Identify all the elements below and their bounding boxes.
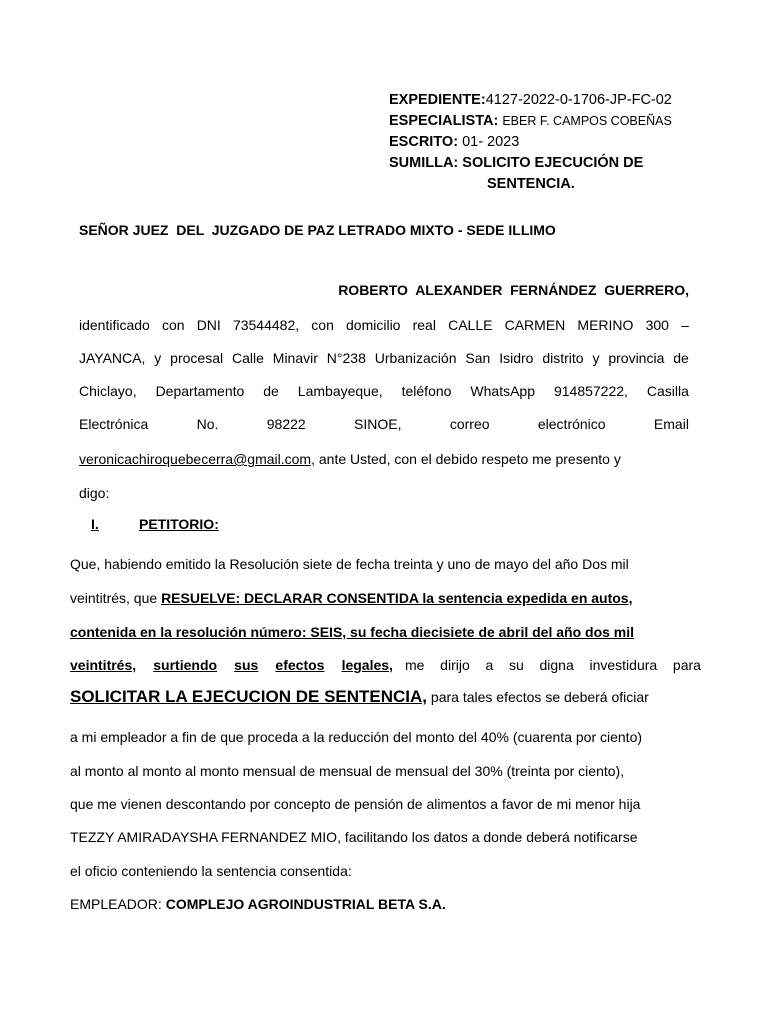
word: No. — [196, 416, 219, 432]
word: N°238 — [326, 350, 366, 366]
word: procesal — [170, 350, 224, 366]
especialista-label: ESPECIALISTA: — [389, 113, 499, 129]
employer-label: EMPLEADOR: — [70, 896, 166, 912]
word: Chiclayo, — [79, 383, 137, 399]
expediente-label: EXPEDIENTE: — [389, 92, 486, 108]
intro-line-4 — [79, 416, 689, 432]
word: Lambayeque, — [297, 383, 383, 399]
word: efectos — [275, 657, 325, 673]
word: identificado — [79, 317, 150, 333]
body-line-4 — [70, 657, 701, 673]
word: legales, — [341, 657, 393, 673]
word: su — [508, 657, 524, 673]
body-line-5-rest: para tales efectos se deberá oficiar — [427, 689, 649, 705]
word: digna — [539, 657, 574, 673]
word: a — [485, 657, 494, 673]
word: de — [673, 350, 689, 366]
word: – — [681, 317, 689, 333]
body-line-6: a mi empleador a fin de que proceda a la reducción del monto del 40% (cuarenta por ciento) — [70, 729, 643, 745]
word: Casilla — [646, 383, 689, 399]
word: dirijo — [440, 657, 470, 673]
escrito-row — [389, 132, 672, 153]
word: surtiendo — [153, 657, 218, 673]
word: para — [672, 657, 701, 673]
petitioner-name: ROBERTO ALEXANDER FERNÁNDEZ GUERRERO, — [338, 282, 689, 298]
intro-line-5 — [79, 451, 621, 467]
word: electrónico — [537, 416, 606, 432]
word: Calle — [231, 350, 264, 366]
word: Electrónica — [79, 416, 149, 432]
word: de — [263, 383, 279, 399]
word: con — [161, 317, 185, 333]
body-line-10: el oficio conteniendo la sentencia consentida: — [70, 863, 352, 879]
expediente-row — [389, 90, 672, 111]
body-line-8: que me vienen descontando por concepto de pensión de alimentos a favor de mi menor hija — [70, 796, 641, 812]
word: Departamento — [155, 383, 245, 399]
intro-line-6: digo: — [79, 485, 110, 501]
word: y — [592, 350, 600, 366]
especialista-value: EBER F. CAMPOS COBEÑAS — [502, 114, 672, 128]
body-line-9: TEZZY AMIRADAYSHA FERNANDEZ MIO, facilitando los datos a donde deberá notificarse — [70, 829, 638, 845]
word: DNI — [196, 317, 221, 333]
word: real — [412, 317, 436, 333]
word: teléfono — [401, 383, 452, 399]
body-line-7: al monto al monto al monto mensual de mensual de mensual del 30% (treinta por ciento), — [70, 763, 625, 779]
word: 300 — [645, 317, 669, 333]
word: WhatsApp — [470, 383, 535, 399]
employer-name: COMPLEJO AGROINDUSTRIAL BETA S.A. — [165, 896, 446, 912]
word: JAYANCA, — [79, 350, 146, 366]
word: Urbanización — [374, 350, 457, 366]
word: SINOE, — [354, 416, 402, 432]
body-line-4-bold — [70, 657, 393, 673]
request-heading: SOLICITAR LA EJECUCION DE SENTENCIA, — [70, 687, 428, 706]
word: sus — [234, 657, 259, 673]
word: me — [405, 657, 425, 673]
expediente-value: 4127-2022-0-1706-JP-FC-02 — [485, 92, 672, 108]
word: investidura — [589, 657, 658, 673]
word: veintitrés, — [70, 657, 137, 673]
word: con — [311, 317, 334, 333]
word: 73544482, — [232, 317, 300, 333]
email-address: veronicachiroquebecerra@gmail.com, — [79, 451, 315, 467]
word: CARMEN — [504, 317, 566, 333]
sumilla-value: SOLICITO EJECUCIÓN DE — [462, 155, 644, 171]
addressee: SEÑOR JUEZ DEL JUZGADO DE PAZ LETRADO MIXTO - SEDE ILLIMO — [79, 222, 556, 238]
body-line-1: Que, habiendo emitido la Resolución siete de fecha treinta y uno de mayo del año Dos mil — [70, 556, 629, 572]
word: y — [154, 350, 162, 366]
word: MERINO — [577, 317, 634, 333]
especialista-row — [389, 111, 672, 132]
body-line-3: contenida en la resolución número: SEIS, su fecha diecisiete de abril del año dos mil — [70, 624, 635, 640]
case-header — [389, 90, 672, 195]
sumilla-continuation: SENTENCIA. — [487, 176, 575, 192]
word: Minavir — [272, 350, 318, 366]
word: Isidro — [499, 350, 534, 366]
employer-line — [70, 896, 446, 912]
intro-line-2 — [79, 350, 689, 366]
intro-line-1 — [79, 317, 689, 333]
body-line-4-plain — [405, 657, 701, 673]
sumilla-label: SUMILLA: — [389, 155, 459, 171]
word: domicilio — [346, 317, 401, 333]
word: Email — [653, 416, 689, 432]
section-title: PETITORIO: — [139, 516, 219, 532]
intro-line-5-rest: ante Usted, con el debido respeto me presento y — [314, 451, 621, 467]
word: provincia — [608, 350, 665, 366]
body-line-5 — [70, 687, 649, 707]
escrito-label: ESCRITO: — [389, 134, 459, 150]
body-line-2 — [70, 590, 632, 606]
word: 914857222, — [553, 383, 628, 399]
word: 98222 — [266, 416, 306, 432]
word: CALLE — [448, 317, 493, 333]
intro-line-3 — [79, 383, 689, 399]
resolution-text: RESUELVE: DECLARAR CONSENTIDA la sentencia expedida en autos, — [161, 590, 633, 606]
word: San — [465, 350, 491, 366]
word: distrito — [542, 350, 584, 366]
word: correo — [449, 416, 490, 432]
escrito-value: 01- 2023 — [462, 134, 520, 150]
sumilla-row — [389, 153, 672, 174]
body-line-2-plain: veintitrés, que — [70, 590, 162, 606]
section-number: I. — [91, 516, 99, 532]
